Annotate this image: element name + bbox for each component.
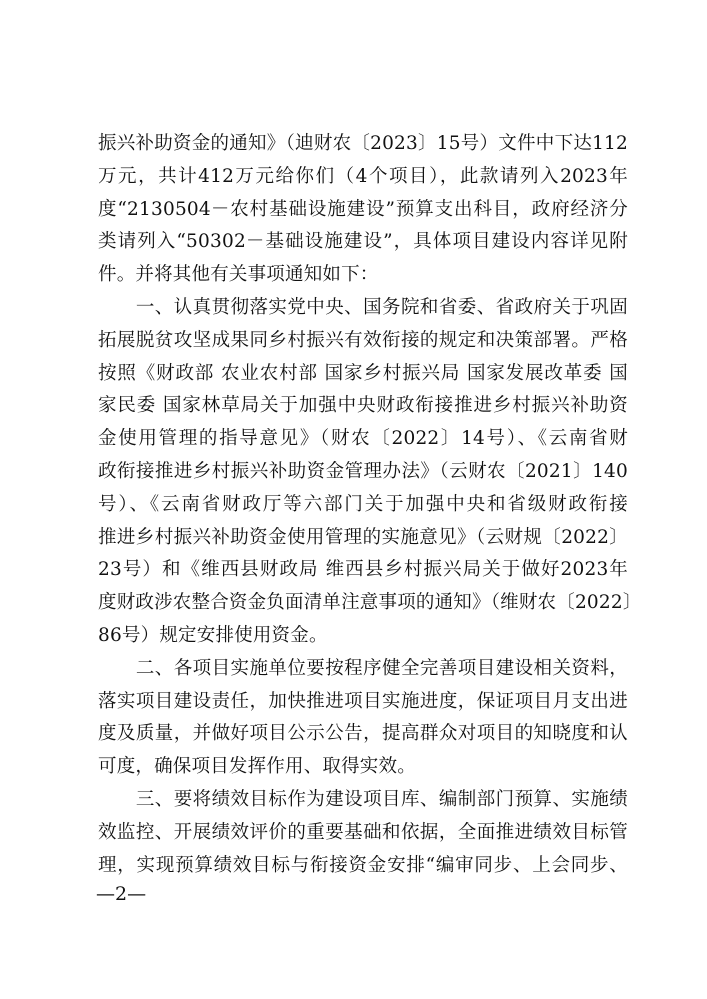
text-line: 86号）规定安排使用资金。 [98, 624, 328, 646]
text-line: 可度，确保项目发挥作用、取得实效。 [98, 756, 416, 778]
text-line: 23号）和《维西县财政局 维西县乡村振兴局关于做好2023年 [98, 559, 628, 581]
text-line: 度“2130504－农村基础设施建设”预算支出科目，政府经济分 [98, 198, 628, 220]
text-line: 政衔接推进乡村振兴补助资金管理办法》（云财农〔2021〕140 [98, 460, 628, 482]
text-line: 一、认真贯彻落实党中央、国务院和省委、省政府关于巩固 [98, 296, 628, 318]
text-line: 类请列入“50302－基础设施建设”，具体项目建设内容详见附 [98, 231, 628, 253]
page-number: —2— [96, 883, 147, 905]
text-line: 度财政涉农整合资金负面清单注意事项的通知》（维财农〔2022〕 [98, 592, 642, 614]
text-line: 件。并将其他有关事项通知如下： [98, 264, 379, 286]
text-line: 拓展脱贫攻坚成果同乡村振兴有效衔接的规定和决策部署。严格 [98, 329, 628, 351]
text-line: 振兴补助资金的通知》（迪财农〔2023〕15号）文件中下达112 [98, 133, 628, 154]
body-text [98, 128, 642, 882]
text-line: 按照《财政部 农业农村部 国家乡村振兴局 国家发展改革委 国 [98, 362, 628, 384]
text-line: 金使用管理的指导意见》（财农〔2022〕14号）、《云南省财 [98, 428, 628, 450]
text-line: 家民委 国家林草局关于加强中央财政衔接推进乡村振兴补助资 [98, 395, 628, 417]
text-line: 理，实现预算绩效目标与衔接资金安排“编审同步、上会同步、 [98, 854, 628, 876]
text-line: 号）、《云南省财政厅等六部门关于加强中央和省级财政衔接 [98, 493, 628, 515]
text-line: 落实项目建设责任，加快推进项目实施进度，保证项目月支出进 [98, 690, 628, 712]
text-line: 三、要将绩效目标作为建设项目库、编制部门预算、实施绩 [98, 788, 628, 810]
text-line: 效监控、开展绩效评价的重要基础和依据，全面推进绩效目标管 [98, 821, 628, 843]
text-line: 万元，共计412万元给你们（4个项目），此款请列入2023年 [98, 165, 628, 187]
text-line: 二、各项目实施单位要按程序健全完善项目建设相关资料， [98, 657, 628, 679]
text-line: 推进乡村振兴补助资金使用管理的实施意见》（云财规〔2022〕 [98, 526, 628, 548]
text-line: 度及质量，并做好项目公示公告，提高群众对项目的知晓度和认 [98, 723, 628, 745]
